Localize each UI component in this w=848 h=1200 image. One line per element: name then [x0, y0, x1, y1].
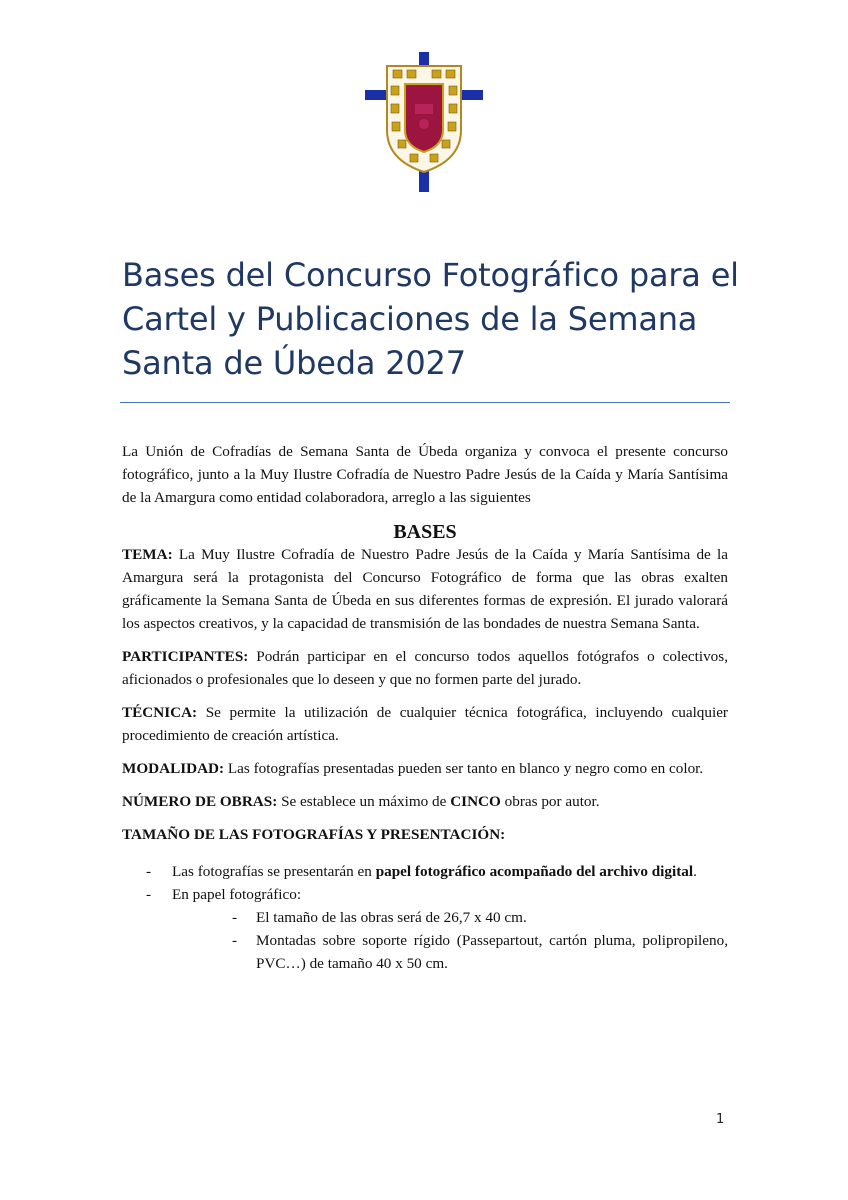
tamano-item2: En papel fotográfico:	[172, 886, 302, 903]
participantes-paragraph	[122, 645, 728, 691]
tamano-item1-bold: papel fotográfico acompañado del archivo digital	[375, 863, 694, 880]
numero-obras-emphasis: CINCO	[450, 793, 501, 810]
list-item	[228, 906, 728, 929]
tamano-sublist	[228, 906, 728, 975]
tema-paragraph	[122, 543, 728, 635]
tamano-heading: TAMAÑO DE LAS FOTOGRAFÍAS Y PRESENTACIÓN:	[122, 826, 506, 843]
cofradias-emblem-icon	[365, 52, 483, 192]
numero-obras-label: NÚMERO DE OBRAS:	[122, 793, 278, 810]
tecnica-paragraph	[122, 701, 728, 747]
tamano-sub1: El tamaño de las obras será de 26,7 x 40 cm.	[256, 909, 527, 926]
page-number: 1	[716, 1112, 725, 1127]
list-item	[122, 883, 728, 975]
participantes-label: PARTICIPANTES:	[122, 648, 249, 665]
tamano-item1-after: .	[693, 863, 697, 880]
list-item	[228, 929, 728, 975]
modalidad-text: Las fotografías presentadas pueden ser tanto en blanco y negro como en color.	[224, 760, 704, 777]
tamano-item1-before: Las fotografías se presentarán en	[172, 863, 376, 880]
intro-paragraph: La Unión de Cofradías de Semana Santa de Úbeda organiza y convoca el presente concurso fotográfico, junto a la Muy Ilustre Cofradía de Nuestro Padre Jesús de la Caída y María Santísima de la Amargura como entidad colaboradora, arreglo a las siguientes	[122, 443, 728, 506]
list-item	[122, 860, 728, 883]
tecnica-text: Se permite la utilización de cualquier técnica fotográfica, incluyendo cualquier procedimiento de creación artística.	[122, 704, 728, 744]
tamano-list	[122, 860, 728, 975]
tamano-sub2: Montadas sobre soporte rígido (Passepartout, cartón pluma, polipropileno, PVC…) de tamaño 40 x 50 cm.	[256, 932, 728, 972]
numero-obras-text-after: obras por autor.	[500, 793, 600, 810]
tema-text: La Muy Ilustre Cofradía de Nuestro Padre Jesús de la Caída y María Santísima de la Amargura será la protagonista del Concurso Fotográfico de forma que las obras exalten gráficamente la Semana Santa de Úbeda en sus diferentes formas de expresión. El jurado valorará los aspectos creativos, y la capacidad de transmisión de las bondades de nuestra Semana Santa.	[122, 546, 728, 632]
bases-heading: BASES	[393, 521, 457, 543]
modalidad-label: MODALIDAD:	[122, 760, 225, 777]
tema-label: TEMA:	[122, 546, 173, 563]
modalidad-paragraph	[122, 757, 728, 780]
tecnica-label: TÉCNICA:	[122, 704, 198, 721]
document-title: Bases del Concurso Fotográfico para el Cartel y Publicaciones de la Semana Santa de Úbeda 2027	[122, 256, 739, 382]
title-divider	[120, 402, 730, 403]
participantes-text: Podrán participar en el concurso todos aquellos fotógrafos o colectivos, aficionados o profesionales que lo deseen y que no formen parte del jurado.	[122, 648, 728, 688]
numero-obras-paragraph	[122, 790, 728, 813]
document-body	[122, 440, 728, 975]
numero-obras-text-before: Se establece un máximo de	[277, 793, 451, 810]
